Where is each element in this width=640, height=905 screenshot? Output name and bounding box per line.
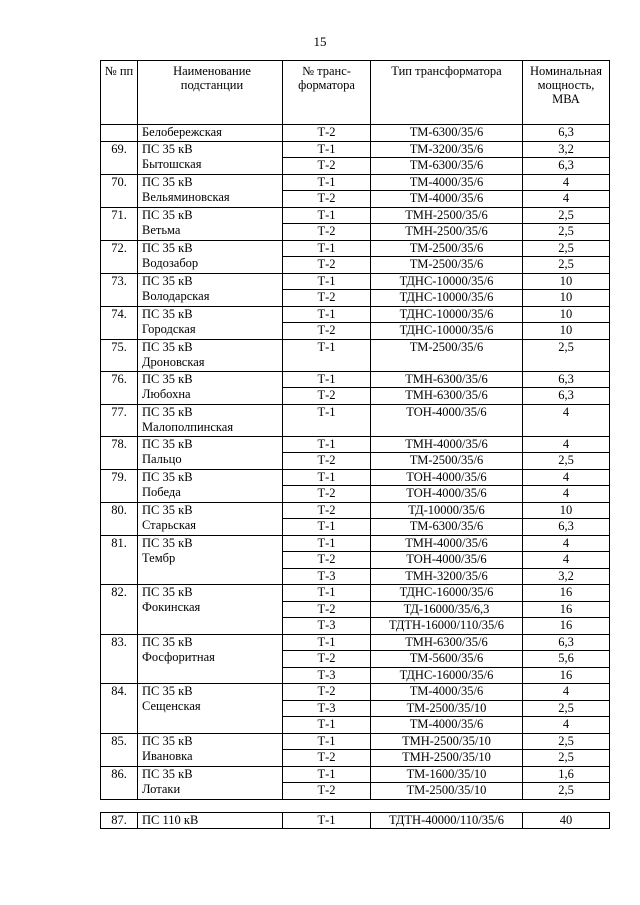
cell-transformer-no: Т-1 bbox=[283, 339, 371, 371]
cell-power: 6,3 bbox=[523, 388, 610, 405]
substation-voltage: ПС 35 кВ bbox=[142, 141, 193, 156]
cell-transformer-no: Т-1 bbox=[283, 240, 371, 257]
cell-type: ТМН-4000/35/6 bbox=[371, 436, 523, 453]
table-gap bbox=[101, 799, 610, 812]
cell-power: 10 bbox=[523, 323, 610, 340]
table-row bbox=[101, 535, 610, 552]
cell-type: ТМ-5600/35/6 bbox=[371, 651, 523, 668]
table-row bbox=[101, 273, 610, 290]
header-type: Тип трансформатора bbox=[371, 61, 523, 125]
cell-name bbox=[138, 684, 283, 734]
header-transformer-no: № транс-форматора bbox=[283, 61, 371, 125]
cell-type: ТОН-4000/35/6 bbox=[371, 552, 523, 569]
cell-type: ТМН-4000/35/6 bbox=[371, 535, 523, 552]
cell-name bbox=[138, 766, 283, 799]
substation-voltage: ПС 35 кВ bbox=[142, 240, 193, 255]
cell-name bbox=[138, 634, 283, 684]
cell-type: ТМН-6300/35/6 bbox=[371, 371, 523, 388]
cell-num: 74. bbox=[101, 306, 138, 339]
cell-type: ТДНС-10000/35/6 bbox=[371, 306, 523, 323]
cell-name bbox=[138, 371, 283, 404]
cell-transformer-no: Т-1 bbox=[283, 273, 371, 290]
cell-num: 80. bbox=[101, 502, 138, 535]
cell-num: 79. bbox=[101, 469, 138, 502]
table-row bbox=[101, 634, 610, 651]
cell-type: ТОН-4000/35/6 bbox=[371, 469, 523, 486]
substation-voltage: ПС 35 кВ bbox=[142, 207, 193, 222]
cell-power: 16 bbox=[523, 667, 610, 684]
cell-power: 6,3 bbox=[523, 158, 610, 175]
substation-name: Ивановка bbox=[142, 748, 193, 763]
cell-transformer-no: Т-2 bbox=[283, 257, 371, 274]
substation-name: Старьская bbox=[142, 517, 197, 532]
cell-type: ТДНС-10000/35/6 bbox=[371, 273, 523, 290]
substation-voltage: ПС 35 кВ bbox=[142, 436, 193, 451]
cell-power: 16 bbox=[523, 618, 610, 635]
cell-transformer-no: Т-1 bbox=[283, 519, 371, 536]
cell-power: 40 bbox=[523, 812, 610, 829]
cell-num: 76. bbox=[101, 371, 138, 404]
substation-name: Водозабор bbox=[142, 255, 199, 270]
cell-power: 6,3 bbox=[523, 634, 610, 651]
substation-voltage: ПС 35 кВ bbox=[142, 766, 193, 781]
cell-power: 4 bbox=[523, 717, 610, 734]
cell-power: 2,5 bbox=[523, 750, 610, 767]
table-row-continuation bbox=[101, 125, 610, 142]
cell-name bbox=[138, 240, 283, 273]
cell-type: ТД-16000/35/6,3 bbox=[371, 601, 523, 618]
table-row bbox=[101, 207, 610, 224]
table-row bbox=[101, 585, 610, 602]
cell-type: ТД-10000/35/6 bbox=[371, 502, 523, 519]
cell-name bbox=[138, 207, 283, 240]
cell-power: 4 bbox=[523, 469, 610, 486]
cell-power: 2,5 bbox=[523, 700, 610, 717]
cell-transformer-no: Т-2 bbox=[283, 224, 371, 241]
substation-name: Городская bbox=[142, 321, 196, 336]
cell-type: ТОН-4000/35/6 bbox=[371, 404, 523, 436]
cell-transformer-no: Т-2 bbox=[283, 684, 371, 701]
cell-transformer-no: Т-2 bbox=[283, 323, 371, 340]
substation-voltage: ПС 35 кВ bbox=[142, 634, 193, 649]
cell-name bbox=[138, 339, 283, 371]
table-row bbox=[101, 339, 610, 371]
cell-transformer-no: Т-1 bbox=[283, 766, 371, 783]
table-row bbox=[101, 141, 610, 158]
cell-name bbox=[138, 436, 283, 469]
cell-power: 2,5 bbox=[523, 339, 610, 371]
cell-type: ТМН-2500/35/6 bbox=[371, 224, 523, 241]
cell-power: 10 bbox=[523, 290, 610, 307]
cell-power: 4 bbox=[523, 535, 610, 552]
table-row bbox=[101, 469, 610, 486]
table-header-row bbox=[101, 61, 610, 125]
substation-name: Фокинская bbox=[142, 600, 201, 614]
substation-name: Вельяминовская bbox=[142, 189, 230, 204]
cell-type: ТМ-3200/35/6 bbox=[371, 141, 523, 158]
cell-name bbox=[138, 502, 283, 535]
cell-type: ТМН-3200/35/6 bbox=[371, 568, 523, 585]
cell-type: ТМ-4000/35/6 bbox=[371, 191, 523, 208]
header-name: Наименование подстанции bbox=[138, 61, 283, 125]
substation-voltage: ПС 35 кВ bbox=[142, 174, 193, 189]
cell-power: 2,5 bbox=[523, 224, 610, 241]
cell-transformer-no: Т-2 bbox=[283, 486, 371, 503]
table-row bbox=[101, 436, 610, 453]
cell-transformer-no: Т-2 bbox=[283, 453, 371, 470]
cell-type: ТМ-4000/35/6 bbox=[371, 174, 523, 191]
table-row bbox=[101, 812, 610, 829]
table-row bbox=[101, 502, 610, 519]
cell-type: ТМ-1600/35/10 bbox=[371, 766, 523, 783]
substation-voltage: ПС 35 кВ bbox=[142, 273, 193, 288]
substation-voltage: ПС 35 кВ bbox=[142, 339, 193, 354]
cell-type: ТМ-2500/35/6 bbox=[371, 453, 523, 470]
cell-power: 2,5 bbox=[523, 240, 610, 257]
substation-voltage: ПС 35 кВ bbox=[142, 535, 193, 550]
substation-name: Малополпинская bbox=[142, 419, 234, 434]
cell-transformer-no: Т-2 bbox=[283, 783, 371, 800]
cell-power: 2,5 bbox=[523, 453, 610, 470]
substation-voltage: ПС 35 кВ bbox=[142, 502, 193, 517]
cell-type: ТДНС-10000/35/6 bbox=[371, 323, 523, 340]
cell-type: ТМ-4000/35/6 bbox=[371, 684, 523, 701]
cell-power: 3,2 bbox=[523, 141, 610, 158]
cell-power: 2,5 bbox=[523, 783, 610, 800]
substation-name: Пальцо bbox=[142, 451, 182, 466]
cell-num: 78. bbox=[101, 436, 138, 469]
cell-name bbox=[138, 141, 283, 174]
cell-transformer-no: Т-2 bbox=[283, 191, 371, 208]
cell-num: 69. bbox=[101, 141, 138, 174]
substation-name: Лотаки bbox=[142, 781, 181, 796]
cell-transformer-no: Т-3 bbox=[283, 700, 371, 717]
cell-num: 77. bbox=[101, 404, 138, 436]
cell-power: 2,5 bbox=[523, 207, 610, 224]
cell-name bbox=[138, 404, 283, 436]
cell-type: ТДНС-16000/35/6 bbox=[371, 585, 523, 602]
cell-power: 4 bbox=[523, 684, 610, 701]
cell-transformer-no: Т-1 bbox=[283, 207, 371, 224]
cell-power: 5,6 bbox=[523, 651, 610, 668]
cell-transformer-no: Т-1 bbox=[283, 436, 371, 453]
cell-transformer-no: Т-2 bbox=[283, 552, 371, 569]
cell-transformer-no: Т-1 bbox=[283, 812, 371, 829]
cell-type: ТМН-2500/35/10 bbox=[371, 750, 523, 767]
cell-type: ТМ-2500/35/10 bbox=[371, 700, 523, 717]
substation-name: Фосфоритная bbox=[142, 649, 215, 664]
cell-power: 4 bbox=[523, 436, 610, 453]
cell-transformer-no: Т-2 bbox=[283, 388, 371, 405]
table-row bbox=[101, 684, 610, 701]
cell-name bbox=[138, 535, 283, 585]
cell-power: 4 bbox=[523, 552, 610, 569]
cell-type: ТОН-4000/35/6 bbox=[371, 486, 523, 503]
cell-type: ТДТН-16000/110/35/6 bbox=[371, 618, 523, 635]
cell-transformer-no: Т-1 bbox=[283, 174, 371, 191]
cell-transformer-no: Т-2 bbox=[283, 158, 371, 175]
cell-num bbox=[101, 125, 138, 142]
cell-transformer-no: Т-2 bbox=[283, 125, 371, 142]
cell-type: ТМ-6300/35/6 bbox=[371, 519, 523, 536]
cell-transformer-no: Т-1 bbox=[283, 634, 371, 651]
cell-transformer-no: Т-1 bbox=[283, 469, 371, 486]
cell-transformer-no: Т-1 bbox=[283, 535, 371, 552]
cell-name bbox=[138, 174, 283, 207]
cell-power: 3,2 bbox=[523, 568, 610, 585]
substation-voltage: ПС 35 кВ bbox=[142, 469, 193, 484]
cell-power: 6,3 bbox=[523, 371, 610, 388]
transformer-table bbox=[100, 60, 610, 829]
table-row bbox=[101, 766, 610, 783]
cell-power: 10 bbox=[523, 273, 610, 290]
table-row bbox=[101, 733, 610, 750]
cell-power: 6,3 bbox=[523, 125, 610, 142]
cell-type: ТМН-6300/35/6 bbox=[371, 634, 523, 651]
cell-type: ТМ-4000/35/6 bbox=[371, 717, 523, 734]
cell-num: 86. bbox=[101, 766, 138, 799]
gap-cell bbox=[101, 799, 610, 812]
table-row bbox=[101, 404, 610, 436]
substation-name: Любохна bbox=[142, 386, 191, 401]
cell-type: ТМ-6300/35/6 bbox=[371, 125, 523, 142]
cell-num: 85. bbox=[101, 733, 138, 766]
cell-transformer-no: Т-3 bbox=[283, 667, 371, 684]
cell-num: 73. bbox=[101, 273, 138, 306]
cell-type: ТМ-2500/35/10 bbox=[371, 783, 523, 800]
cell-type: ТМ-2500/35/6 bbox=[371, 240, 523, 257]
cell-power: 1,6 bbox=[523, 766, 610, 783]
cell-transformer-no: Т-2 bbox=[283, 601, 371, 618]
cell-transformer-no: Т-3 bbox=[283, 568, 371, 585]
cell-num: 81. bbox=[101, 535, 138, 585]
substation-voltage: ПС 35 кВ bbox=[142, 733, 193, 748]
cell-type: ТМ-2500/35/6 bbox=[371, 339, 523, 371]
header-num: № пп bbox=[101, 61, 138, 125]
cell-transformer-no: Т-2 bbox=[283, 502, 371, 519]
cell-type: ТМ-2500/35/6 bbox=[371, 257, 523, 274]
cell-name bbox=[138, 733, 283, 766]
substation-voltage: ПС 35 кВ bbox=[142, 371, 193, 386]
cell-num: 84. bbox=[101, 684, 138, 734]
cell-transformer-no: Т-2 bbox=[283, 651, 371, 668]
cell-type: ТМН-2500/35/6 bbox=[371, 207, 523, 224]
cell-num: 72. bbox=[101, 240, 138, 273]
cell-power: 4 bbox=[523, 404, 610, 436]
cell-transformer-no: Т-1 bbox=[283, 733, 371, 750]
table-row bbox=[101, 371, 610, 388]
cell-transformer-no: Т-1 bbox=[283, 371, 371, 388]
cell-name bbox=[138, 585, 283, 635]
cell-power: 2,5 bbox=[523, 257, 610, 274]
cell-name: Белобережская bbox=[138, 125, 283, 142]
cell-power: 6,3 bbox=[523, 519, 610, 536]
substation-voltage: ПС 35 кВ bbox=[142, 404, 193, 419]
cell-power: 16 bbox=[523, 585, 610, 602]
cell-num: 71. bbox=[101, 207, 138, 240]
cell-type: ТДТН-40000/110/35/6 bbox=[371, 812, 523, 829]
table-row bbox=[101, 306, 610, 323]
header-power: Номинальная мощность, МВА bbox=[523, 61, 610, 125]
cell-type: ТМН-6300/35/6 bbox=[371, 388, 523, 405]
substation-name: Сещенская bbox=[142, 699, 201, 713]
cell-transformer-no: Т-1 bbox=[283, 404, 371, 436]
cell-transformer-no: Т-1 bbox=[283, 585, 371, 602]
cell-transformer-no: Т-1 bbox=[283, 306, 371, 323]
cell-name bbox=[138, 273, 283, 306]
substation-voltage: ПС 35 кВ bbox=[142, 306, 193, 321]
cell-power: 4 bbox=[523, 486, 610, 503]
cell-name bbox=[138, 306, 283, 339]
substation-name: Ветьма bbox=[142, 222, 181, 237]
cell-num: 70. bbox=[101, 174, 138, 207]
substation-voltage: ПС 110 кВ bbox=[142, 812, 199, 827]
cell-power: 2,5 bbox=[523, 733, 610, 750]
cell-power: 16 bbox=[523, 601, 610, 618]
cell-transformer-no: Т-2 bbox=[283, 290, 371, 307]
substation-name: Володарская bbox=[142, 288, 210, 303]
cell-transformer-no: Т-3 bbox=[283, 618, 371, 635]
cell-name bbox=[138, 812, 283, 829]
page-number: 15 bbox=[313, 34, 327, 49]
substation-name: Победа bbox=[142, 484, 181, 499]
substation-name: Бытошская bbox=[142, 156, 202, 171]
cell-num: 87. bbox=[101, 812, 138, 829]
cell-type: ТМН-2500/35/10 bbox=[371, 733, 523, 750]
cell-power: 10 bbox=[523, 502, 610, 519]
substation-voltage: ПС 35 кВ bbox=[142, 684, 193, 698]
cell-name bbox=[138, 469, 283, 502]
cell-num: 83. bbox=[101, 634, 138, 684]
substation-name: Дроновская bbox=[142, 354, 205, 369]
cell-transformer-no: Т-1 bbox=[283, 141, 371, 158]
cell-transformer-no: Т-1 bbox=[283, 717, 371, 734]
cell-num: 75. bbox=[101, 339, 138, 371]
cell-transformer-no: Т-2 bbox=[283, 750, 371, 767]
cell-power: 4 bbox=[523, 191, 610, 208]
cell-type: ТДНС-16000/35/6 bbox=[371, 667, 523, 684]
cell-power: 10 bbox=[523, 306, 610, 323]
cell-power: 4 bbox=[523, 174, 610, 191]
table-row bbox=[101, 174, 610, 191]
table-row bbox=[101, 240, 610, 257]
cell-type: ТМ-6300/35/6 bbox=[371, 158, 523, 175]
cell-type: ТДНС-10000/35/6 bbox=[371, 290, 523, 307]
substation-voltage: ПС 35 кВ bbox=[142, 585, 193, 599]
cell-num: 82. bbox=[101, 585, 138, 635]
table-body bbox=[101, 125, 610, 829]
substation-name: Тембр bbox=[142, 550, 176, 565]
